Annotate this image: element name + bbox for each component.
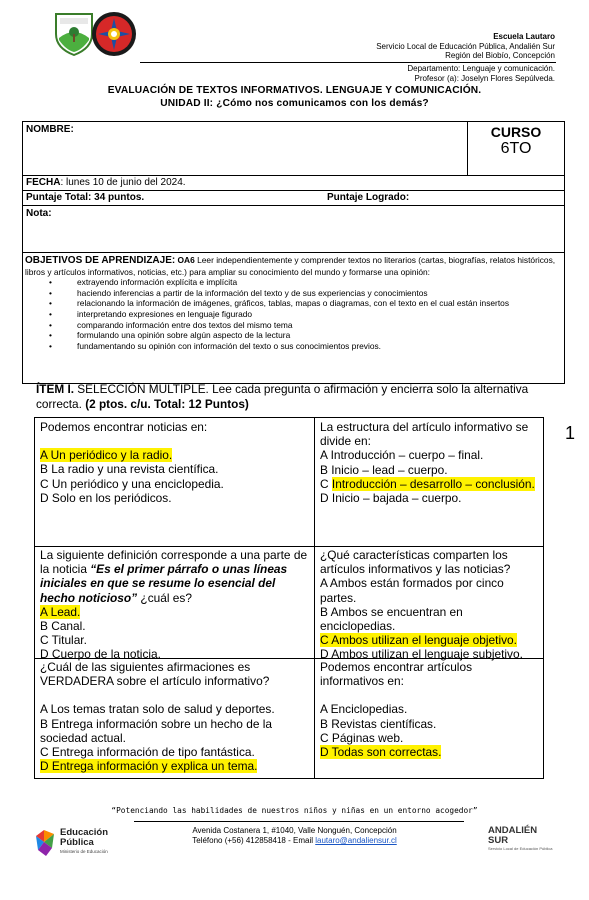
option-a-correct[interactable]: A Un periódico y la radio. xyxy=(40,448,173,463)
nota-label: Nota: xyxy=(26,208,52,219)
objective-item: • formulando una opinión sobre algún aspecto de la lectura xyxy=(25,330,560,341)
question-2 xyxy=(315,418,544,546)
option-letter: C xyxy=(320,476,332,491)
option-c[interactable]: C Entrega información de tipo fantástica. xyxy=(40,745,255,760)
school-info xyxy=(376,32,555,61)
questions-table xyxy=(34,417,544,779)
service-name: Servicio Local de Educación Pública, Andalién Sur xyxy=(376,41,555,51)
option-d[interactable]: D Inicio – bajada – cuerpo. xyxy=(320,491,462,506)
educacion-publica-mark-icon xyxy=(34,828,58,858)
objective-item: • haciendo inferencias a partir de la información del texto y de sus experiencias y conocimientos xyxy=(25,288,560,299)
question-4 xyxy=(315,546,544,662)
department: Departamento: Lenguaje y comunicación. xyxy=(407,64,555,73)
objective-item: • fundamentando su opinión con información del texto o sus conocimientos previos. xyxy=(25,341,560,352)
option-d-correct[interactable]: D Entrega información y explica un tema. xyxy=(40,759,258,774)
curso-box xyxy=(467,122,564,175)
option-b[interactable]: B Revistas científicas. xyxy=(320,716,437,731)
option-c[interactable]: C Titular. xyxy=(40,633,87,648)
edu-logo-text xyxy=(60,828,108,848)
option-d[interactable]: D Ambos utilizan el lenguaje subjetivo. xyxy=(320,647,523,662)
option-d[interactable]: D Solo en los periódicos. xyxy=(40,490,172,505)
puntaje-logrado: Puntaje Logrado: xyxy=(327,192,410,203)
question-prompt: Podemos encontrar artículos informativos en: xyxy=(320,660,473,689)
title-line-1: EVALUACIÓN DE TEXTOS INFORMATIVOS. LENGUAJE Y COMUNICACIÓN. xyxy=(107,85,482,96)
option-a[interactable]: A Introducción – cuerpo – final. xyxy=(320,448,484,463)
address-line: Avenida Costanera 1, #1040, Valle Nonguén, Concepción xyxy=(192,826,397,835)
objective-item: • relacionando la información de imágenes, gráficos, tablas, mapas o diagramas, con el texto en el cual están insertos xyxy=(25,298,560,309)
option-a-correct[interactable]: A Lead. xyxy=(40,604,81,619)
curso-value: 6TO xyxy=(500,140,532,157)
option-d-correct[interactable]: D Todas son correctas. xyxy=(320,745,442,760)
question-6 xyxy=(315,658,544,778)
option-a[interactable]: A Los temas tratan solo de salud y deportes. xyxy=(40,702,275,717)
prompt-question: ¿cuál es? xyxy=(137,590,192,605)
phone-text: Teléfono (+56) 412858418 - Email xyxy=(192,836,316,845)
option-c[interactable]: C Un periódico y una enciclopedia. xyxy=(40,476,224,491)
item-label: ÍTEM I. xyxy=(36,382,75,396)
question-prompt: ¿Cuál de las siguientes afirmaciones es VERDADERA sobre el artículo informativo? xyxy=(40,660,270,689)
objectives-section xyxy=(25,255,560,351)
prompt-text: La siguiente definición corresponde a una parte de la noticia xyxy=(40,548,308,577)
option-text: Introducción – desarrollo – conclusión. xyxy=(331,476,535,491)
educacion-publica-logo xyxy=(34,826,144,860)
edu-logo-line-2: Pública xyxy=(60,837,94,848)
question-prompt: Podemos encontrar noticias en: xyxy=(40,420,208,434)
option-a[interactable]: A Ambos están formados por cinco partes. xyxy=(320,576,504,605)
nombre-label: NOMBRE: xyxy=(26,124,74,135)
option-a[interactable]: A Enciclopedias. xyxy=(320,702,408,717)
page-number: 1 xyxy=(565,423,576,443)
question-prompt: La estructura del artículo informativo se divide en: xyxy=(320,420,529,449)
teacher: Profesor (a): Joselyn Flores Sepúlveda. xyxy=(414,73,555,83)
fecha-value: : lunes 10 de junio del 2024. xyxy=(60,177,186,188)
row-divider xyxy=(23,175,564,176)
option-d[interactable]: D Cuerpo de la noticia. xyxy=(40,647,161,662)
question-1 xyxy=(35,418,314,546)
option-b[interactable]: B Ambos se encuentran en enciclopedias. xyxy=(320,604,463,634)
andalien-logo-text xyxy=(488,826,558,846)
objective-item: • comparando información entre dos textos del mismo tema xyxy=(25,320,560,331)
option-c[interactable]: C Páginas web. xyxy=(320,730,404,745)
question-prompt: ¿Qué características comparten los artículos informativos y las noticias? xyxy=(320,548,511,577)
andalien-line-1: ANDALIÉN xyxy=(488,825,538,836)
prompt-definition: “Es el primer párrafo o unas líneas iniciales en que se resume lo esencial del hecho noticioso” xyxy=(40,562,288,605)
row-divider xyxy=(23,205,564,206)
option-b[interactable]: B Inicio – lead – cuerpo. xyxy=(320,462,448,477)
header-divider xyxy=(140,62,556,63)
fecha-row xyxy=(26,177,186,188)
email-link[interactable]: lautaro@andaliensur.cl xyxy=(315,836,397,845)
title-line-2: UNIDAD II: ¿Cómo nos comunicamos con los demás? xyxy=(160,98,429,109)
option-c-correct[interactable] xyxy=(320,477,539,491)
option-c-correct[interactable]: C Ambos utilizan el lenguaje objetivo. xyxy=(320,633,517,648)
option-b[interactable]: B Entrega información sobre un hecho de la sociedad actual. xyxy=(40,716,273,745)
objectives-text: Leer independientemente y comprender textos no literarios (cartas, biografías, relatos históricos, libros y artículos informativos, noticias, etc.) para ampliar su conocimiento del mundo y formarse una opinión: xyxy=(25,255,556,277)
edu-logo-subtitle: Ministerio de Educación xyxy=(60,849,108,854)
exam-title xyxy=(0,84,589,110)
objectives-label: OBJETIVOS DE APRENDIZAJE: xyxy=(25,255,176,266)
objectives-code: OA6 xyxy=(177,255,195,265)
school-motto: “Potenciando las habilidades de nuestros niños y niñas en un entorno acogedor” xyxy=(111,806,478,815)
row-divider xyxy=(23,252,564,253)
option-b[interactable]: B Canal. xyxy=(40,619,86,634)
question-prompt xyxy=(40,548,309,605)
option-b[interactable]: B La radio y una revista científica. xyxy=(40,462,219,477)
objectives-list xyxy=(25,277,560,351)
mapuche-emblem-logo xyxy=(90,10,138,58)
edu-logo-line-1: Educación xyxy=(60,827,109,838)
andalien-line-2: SUR xyxy=(488,835,509,846)
item-points: (2 ptos. c/u. Total: 12 Puntos) xyxy=(85,397,249,411)
student-info-box xyxy=(22,121,565,384)
objective-item: • interpretando expresiones en lenguaje figurado xyxy=(25,309,560,320)
region-name: Región del Biobío, Concepción xyxy=(445,51,555,60)
question-5 xyxy=(35,658,314,778)
footer-divider xyxy=(134,821,464,822)
objective-item: • extrayendo información explícita e implícita xyxy=(25,277,560,288)
andalien-sur-logo xyxy=(488,826,558,860)
puntaje-total: Puntaje Total: 34 puntos. xyxy=(26,192,145,203)
item-text: SELECCIÓN MULTIPLE. Lee cada pregunta o afirmación y encierra solo la alternativa correcta. xyxy=(36,382,529,411)
item-instructions xyxy=(36,382,536,412)
andalien-subtitle: Servicio Local de Educación Pública xyxy=(488,846,553,851)
department-info xyxy=(407,64,555,83)
fecha-label: FECHA xyxy=(26,177,61,188)
row-divider xyxy=(23,190,564,191)
curso-label: CURSO xyxy=(490,124,542,140)
school-name: Escuela Lautaro xyxy=(493,32,555,41)
question-3 xyxy=(35,546,314,662)
